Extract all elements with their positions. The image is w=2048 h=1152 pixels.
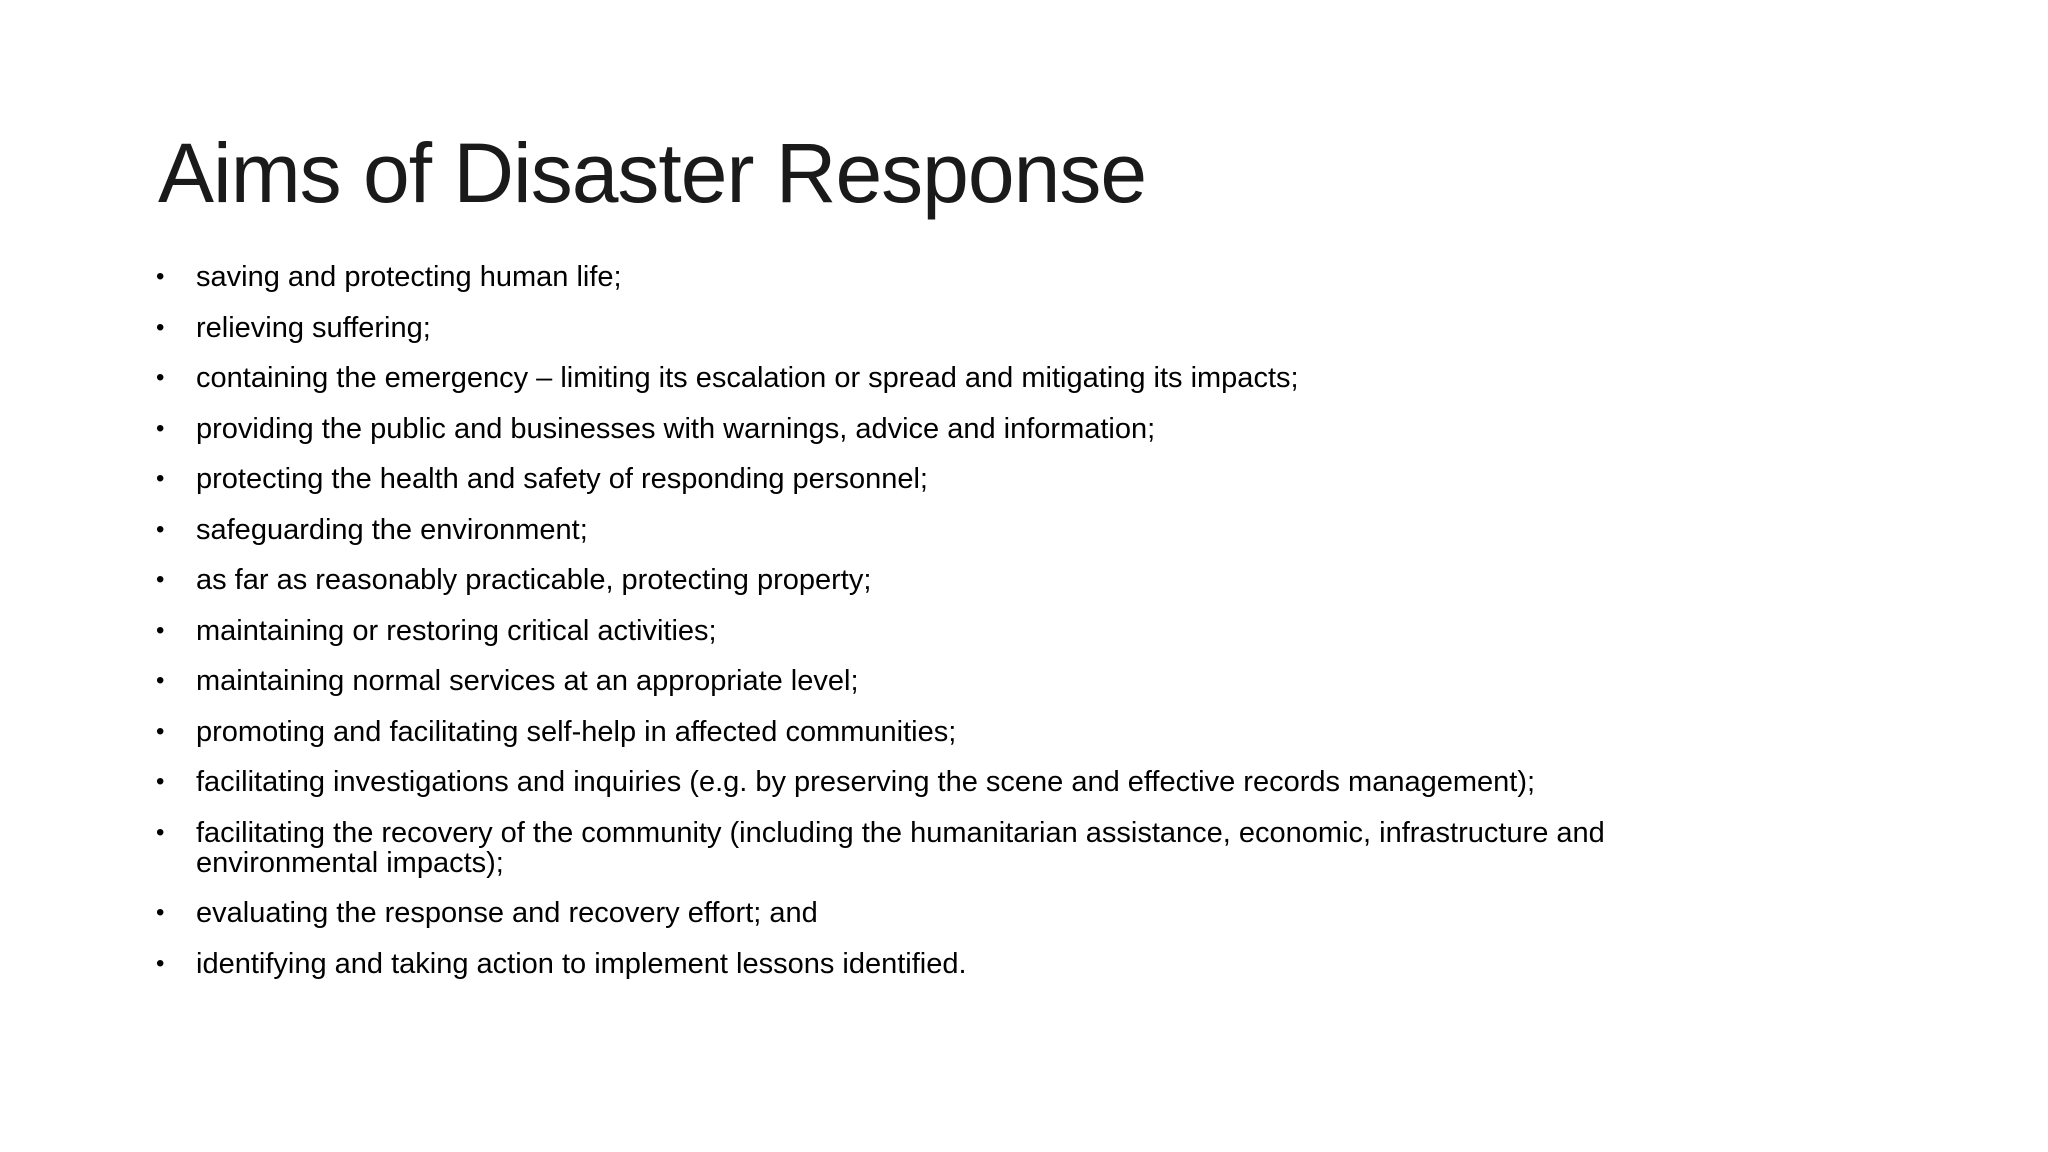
bullet-list	[152, 262, 1792, 999]
bullet-dot: •	[156, 818, 165, 846]
slide-title: Aims of Disaster Response	[158, 126, 1147, 220]
bullet-text: facilitating investigations and inquiries (e.g. by preserving the scene and effective records management);	[196, 766, 1536, 798]
bullet-item	[152, 898, 1792, 928]
bullet-text: identifying and taking action to implement lessons identified.	[196, 947, 967, 980]
bullet-text: facilitating the recovery of the community (including the humanitarian assistance, economic, infrastructure and environmental impacts);	[196, 816, 1605, 879]
bullet-dot: •	[156, 717, 165, 745]
bullet-dot: •	[156, 667, 165, 694]
bullet-text: providing the public and businesses with warnings, advice and information;	[196, 412, 1156, 445]
bullet-item	[152, 565, 1792, 595]
bullet-dot: •	[156, 515, 165, 543]
bullet-text: protecting the health and safety of responding personnel;	[196, 463, 928, 495]
bullet-dot: •	[156, 899, 165, 926]
bullet-text: maintaining or restoring critical activities;	[196, 614, 717, 647]
bullet-item	[152, 818, 1792, 878]
bullet-item	[152, 262, 1792, 292]
bullet-text: relieving suffering;	[196, 311, 431, 344]
bullet-dot: •	[156, 414, 165, 442]
bullet-dot: •	[156, 566, 165, 593]
bullet-text: promoting and facilitating self-help in affected communities;	[196, 715, 957, 748]
bullet-text: safeguarding the environment;	[196, 513, 588, 546]
bullet-item	[152, 515, 1792, 545]
bullet-dot: •	[156, 768, 165, 795]
bullet-item	[152, 616, 1792, 646]
bullet-item	[152, 767, 1792, 797]
bullet-item	[152, 666, 1792, 696]
bullet-text: containing the emergency – limiting its escalation or spread and mitigating its impacts;	[196, 362, 1299, 394]
bullet-dot: •	[156, 364, 165, 391]
bullet-text: saving and protecting human life;	[196, 261, 622, 293]
bullet-item	[152, 313, 1792, 343]
bullet-dot: •	[156, 616, 165, 644]
bullet-dot: •	[156, 313, 165, 341]
bullet-item	[152, 717, 1792, 747]
bullet-text: as far as reasonably practicable, protecting property;	[196, 564, 872, 596]
bullet-dot: •	[156, 465, 165, 492]
bullet-text: evaluating the response and recovery effort; and	[196, 897, 818, 929]
bullet-item	[152, 414, 1792, 444]
bullet-item	[152, 363, 1792, 393]
bullet-dot: •	[156, 263, 165, 290]
bullet-dot: •	[156, 949, 165, 977]
bullet-text: maintaining normal services at an appropriate level;	[196, 665, 859, 697]
bullet-item	[152, 949, 1792, 979]
bullet-item	[152, 464, 1792, 494]
